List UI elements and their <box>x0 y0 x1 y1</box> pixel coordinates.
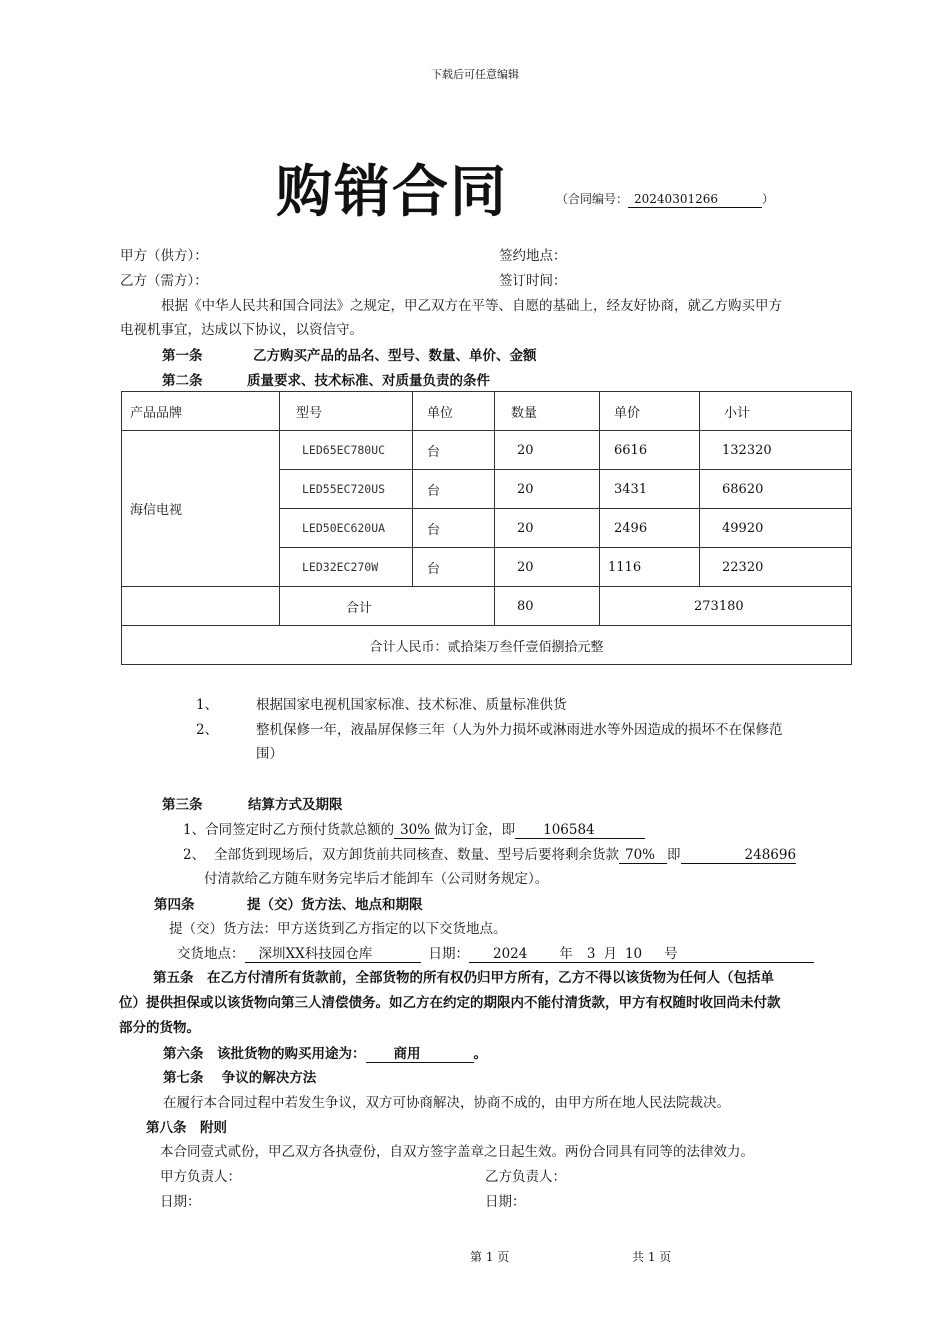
price-cell: 1116 <box>600 548 700 587</box>
delivery-method: 提（交）货方法：甲方送货到乙方指定的以下交货地点。 <box>169 921 507 937</box>
article-3-text: 结算方式及期限 <box>248 797 343 813</box>
total-amount: 273180 <box>600 587 852 626</box>
month-unit: 月 <box>603 946 617 962</box>
document-title: 购销合同 <box>276 160 508 225</box>
party-b-label: 乙方（需方）： <box>120 273 208 289</box>
quality-item-2-number: 2、 <box>196 722 219 738</box>
price-cell: 3431 <box>600 470 700 509</box>
deposit-percent: 30% <box>394 823 434 839</box>
delivery-place-line <box>177 942 814 963</box>
unit-cell: 台 <box>413 431 495 470</box>
article-4-number: 第四条 <box>154 897 195 913</box>
article-8-title: 第八条 附则 <box>146 1120 227 1136</box>
article-1-number: 第一条 <box>162 348 203 364</box>
article-6 <box>163 1042 487 1063</box>
intro-line-1: 根据《中华人民共和国合同法》之规定，甲乙双方在平等、自愿的基础上，经友好协商，就乙方购买甲方 <box>161 298 782 314</box>
table-header-row <box>122 392 852 431</box>
deposit-amount: 106584 <box>515 823 645 839</box>
header-price: 单价 <box>600 392 700 431</box>
payment-item-2-line-2: 付清款给乙方随车财务完毕后才能卸车（公司财务规定）。 <box>204 871 549 887</box>
payment-item-2-mid: 即 <box>667 847 681 863</box>
delivery-month: 3 <box>586 946 596 962</box>
party-a-date: 日期： <box>160 1194 201 1210</box>
contract-number-value: 20240301266 <box>628 192 762 208</box>
party-a-person: 甲方负责人： <box>160 1169 241 1185</box>
model-cell: LED55EC720US <box>280 470 413 509</box>
header-subtotal: 小计 <box>700 392 852 431</box>
sign-time-label: 签订时间： <box>499 273 567 289</box>
subtotal-cell: 22320 <box>700 548 852 587</box>
rmb-total-row <box>122 626 852 665</box>
total-qty: 80 <box>495 587 600 626</box>
balance-percent: 70% <box>619 848 667 864</box>
article-5-line-1: 第五条 在乙方付清所有货款前，全部货物的所有权仍归甲方所有，乙方不得以该货物为任何人（包括单 <box>153 970 774 986</box>
qty-cell: 20 <box>495 548 600 587</box>
delivery-date-label: 日期： <box>428 946 469 962</box>
article-5-line-3: 部分的货物。 <box>119 1020 200 1036</box>
delivery-place-label: 交货地点： <box>177 946 245 962</box>
article-6-pre: 第六条 该批货物的购买用途为： <box>163 1046 366 1062</box>
price-cell: 2496 <box>600 509 700 548</box>
subtotal-cell: 68620 <box>700 470 852 509</box>
article-2-number: 第二条 <box>162 373 203 389</box>
article-1-text: 乙方购买产品的品名、型号、数量、单价、金额 <box>253 348 537 364</box>
header-unit: 单位 <box>413 392 495 431</box>
total-label: 合计 <box>280 587 495 626</box>
unit-cell: 台 <box>413 548 495 587</box>
article-2-text: 质量要求、技术标准、对质量负责的条件 <box>247 373 490 389</box>
header-brand: 产品品牌 <box>122 392 280 431</box>
party-a-label: 甲方（供方）： <box>120 248 208 264</box>
unit-cell: 台 <box>413 509 495 548</box>
article-7-title: 第七条 争议的解决方法 <box>163 1070 317 1086</box>
payment-item-2-number: 2、 <box>183 847 206 863</box>
delivery-day: 10 <box>624 946 643 962</box>
delivery-place: 深圳XX科技园仓库 <box>245 947 421 963</box>
subtotal-cell: 49920 <box>700 509 852 548</box>
intro-line-2: 电视机事宜，达成以下协议，以资信守。 <box>120 322 363 338</box>
contract-number <box>556 190 774 208</box>
brand-cell: 海信电视 <box>122 431 280 587</box>
quality-item-2-line-1: 整机保修一年，液晶屏保修三年（人为外力损坏或淋雨进水等外因造成的损坏不在保修范 <box>256 722 783 738</box>
contract-number-prefix: （合同编号： <box>556 192 629 206</box>
empty-cell <box>122 587 280 626</box>
sign-place-label: 签约地点： <box>499 248 567 264</box>
header-qty: 数量 <box>495 392 600 431</box>
payment-item-1-pre: 1、合同签定时乙方预付货款总额的 <box>183 822 395 838</box>
delivery-year: 2024 <box>493 946 528 962</box>
page-number: 第 1 页 <box>470 1250 510 1264</box>
qty-cell: 20 <box>495 431 600 470</box>
page-total: 共 1 页 <box>632 1250 672 1264</box>
subtotal-cell: 132320 <box>700 431 852 470</box>
price-cell: 6616 <box>600 431 700 470</box>
article-4-text: 提（交）货方法、地点和期限 <box>247 897 423 913</box>
product-table <box>121 391 852 665</box>
party-b-date: 日期： <box>485 1194 526 1210</box>
rmb-total: 合计人民币：贰拾柒万叁仟壹佰捌拾元整 <box>122 626 852 665</box>
delivery-date <box>469 947 814 963</box>
qty-cell: 20 <box>495 509 600 548</box>
model-cell: LED32EC270W <box>280 548 413 587</box>
year-unit: 年 <box>559 946 573 962</box>
payment-item-2-pre: 全部货到现场后，双方卸货前共同核查、数量、型号后要将剩余货款 <box>214 847 619 863</box>
payment-item-1 <box>183 818 645 839</box>
article-5-line-2: 位）提供担保或以该货物向第三人清偿债务。如乙方在约定的期限内不能付清货款，甲方有权随时收回尚未付款 <box>119 995 781 1011</box>
quality-item-1-number: 1、 <box>196 697 219 713</box>
article-7-text: 在履行本合同过程中若发生争议，双方可协商解决，协商不成的，由甲方所在地人民法院裁决。 <box>163 1095 730 1111</box>
day-unit: 号 <box>664 946 678 962</box>
payment-item-1-mid: 做为订金，即 <box>434 822 516 838</box>
model-cell: LED65EC780UC <box>280 431 413 470</box>
table-row <box>122 431 852 470</box>
quality-item-2-line-2: 围） <box>256 746 283 762</box>
balance-amount: 248696 <box>681 848 797 864</box>
contract-number-suffix: ） <box>762 192 775 206</box>
article-6-end: 。 <box>473 1046 487 1062</box>
table-total-row <box>122 587 852 626</box>
article-3-number: 第三条 <box>162 797 203 813</box>
model-cell: LED50EC620UA <box>280 509 413 548</box>
qty-cell: 20 <box>495 470 600 509</box>
unit-cell: 台 <box>413 470 495 509</box>
article-8-text: 本合同壹式贰份，甲乙双方各执壹份，自双方签字盖章之日起生效。两份合同具有同等的法律效力。 <box>160 1144 754 1160</box>
header-model: 型号 <box>280 392 413 431</box>
quality-item-1: 根据国家电视机国家标准、技术标准、质量标准供货 <box>256 697 567 713</box>
payment-item-2 <box>214 843 796 864</box>
party-b-person: 乙方负责人： <box>485 1169 566 1185</box>
usage-value: 商用 <box>366 1047 474 1063</box>
header-note: 下载后可任意编辑 <box>431 68 519 81</box>
